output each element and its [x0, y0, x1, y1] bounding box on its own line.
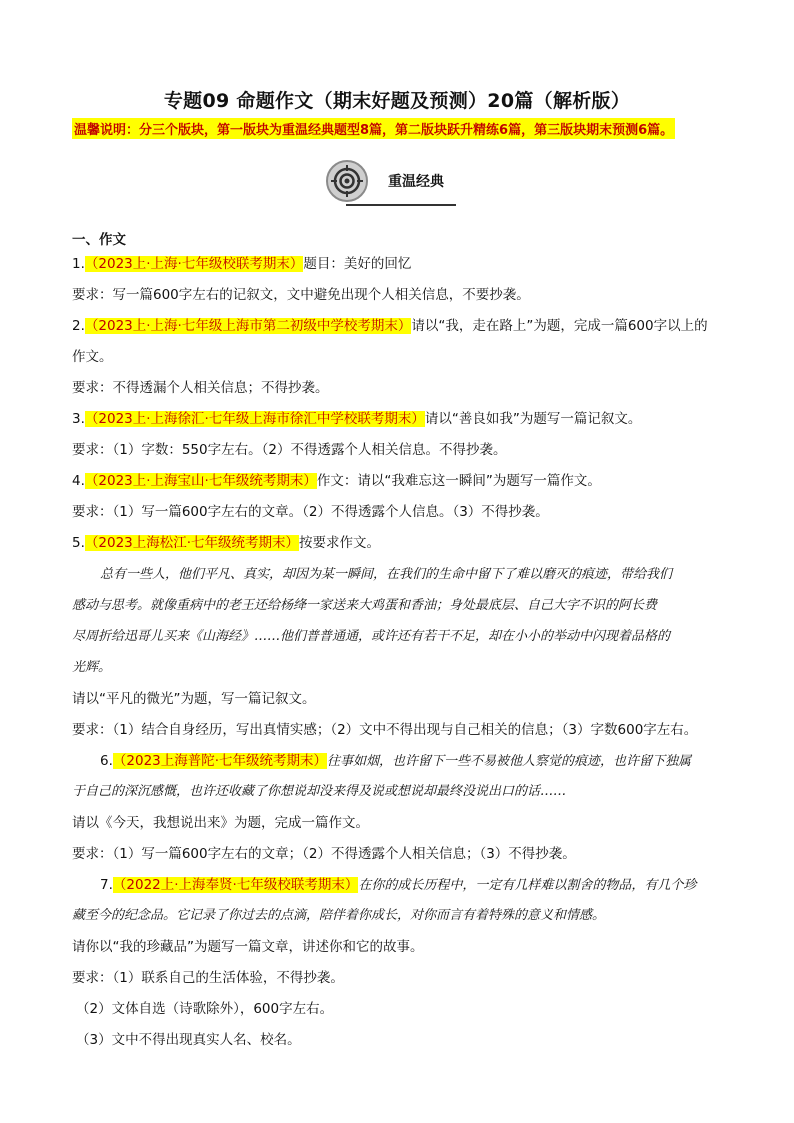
question-7-cont: 藏至今的纪念品。它记录了你过去的点滴，陪伴着你成长，对你而言有着特殊的意义和情感。	[72, 908, 606, 923]
passage-line: 感动与思考。就像重病中的老王还给杨绛一家送来大鸡蛋和香油；身处最底层、自己大字不识的阿长费	[72, 598, 658, 613]
requirement-3: 要求：（1）字数：550字左右。（2）不得透露个人相关信息。不得抄袭。	[72, 442, 507, 458]
question-6: 6.（2023上海普陀·七年级统考期末）往事如烟，也许留下一些不易被他人察觉的痕迹，也许留下独属	[100, 753, 692, 769]
section-badge	[326, 160, 456, 208]
question-source: （2023上·上海·七年级上海市第二初级中学校考期末）	[84, 318, 412, 334]
notice-banner: 温馨说明：分三个版块，第一版块为重温经典题型8篇，第二版块跃升精练6篇，第三版块期末预测6篇。	[72, 118, 675, 139]
question-2-cont: 作文。	[72, 349, 113, 365]
prompt-5: 请以“平凡的微光”为题，写一篇记叙文。	[72, 691, 316, 707]
question-5: 5.（2023上海松江·七年级统考期末）按要求作文。	[72, 535, 381, 551]
question-source: （2023上海普陀·七年级统考期末）	[112, 753, 328, 769]
requirement-6: 要求：（1）写一篇600字左右的文章；（2）不得透露个人相关信息；（3）不得抄袭。	[72, 846, 576, 862]
passage-line: 光辉。	[72, 660, 112, 675]
requirement-2: 要求：不得透漏个人相关信息；不得抄袭。	[72, 380, 329, 396]
question-7: 7.（2022上·上海奉贤·七年级校联考期末）在你的成长历程中，一定有几样难以割舍的物品，有几个珍	[100, 877, 697, 893]
target-icon	[326, 160, 368, 202]
section-heading: 一、作文	[72, 232, 126, 248]
question-2: 2.（2023上·上海·七年级上海市第二初级中学校考期末）请以“我，走在路上”为题，完成一篇600字以上的	[72, 318, 708, 334]
requirement-7-3: （3）文中不得出现真实人名、校名。	[76, 1032, 301, 1048]
prompt-7: 请你以“我的珍藏品”为题写一篇文章，讲述你和它的故事。	[72, 939, 424, 955]
question-source: （2022上·上海奉贤·七年级校联考期末）	[112, 877, 359, 893]
badge-label: 重温经典	[388, 174, 444, 190]
prompt-6: 请以《今天，我想说出来》为题，完成一篇作文。	[72, 815, 369, 831]
requirement-4: 要求：（1）写一篇600字左右的文章。（2）不得透露个人信息。（3）不得抄袭。	[72, 504, 549, 520]
passage-line: 总有一些人，他们平凡、真实，却因为某一瞬间，在我们的生命中留下了难以磨灭的痕迹，带给我们	[100, 567, 673, 582]
requirement-1: 要求：写一篇600字左右的记叙文，文中避免出现个人相关信息，不要抄袭。	[72, 287, 530, 303]
requirement-7: 要求：（1）联系自己的生活体验，不得抄袭。	[72, 970, 344, 986]
question-1: 1.（2023上·上海·七年级校联考期末）题目：美好的回忆	[72, 256, 412, 272]
requirement-5: 要求：（1）结合自身经历，写出真情实感；（2）文中不得出现与自己相关的信息；（3）字数600字左右。	[72, 722, 698, 738]
question-source: （2023上·上海宝山·七年级统考期末）	[84, 473, 317, 489]
requirement-7-2: （2）文体自选（诗歌除外），600字左右。	[76, 1001, 334, 1017]
question-source: （2023上海松江·七年级统考期末）	[84, 535, 300, 551]
page-title: 专题09 命题作文（期末好题及预测）20篇（解析版）	[163, 90, 631, 112]
badge-underline	[346, 204, 456, 206]
question-6-cont: 于自己的深沉感慨，也许还收藏了你想说却没来得及说或想说却最终没说出口的话……	[72, 784, 567, 799]
question-4: 4.（2023上·上海宝山·七年级统考期末）作文：请以“我难忘这一瞬间”为题写一篇作文。	[72, 473, 601, 489]
passage-line: 尽周折给迅哥儿买来《山海经》……他们普普通通，或许还有若干不足，却在小小的举动中闪现着品格的	[72, 629, 671, 644]
question-3: 3.（2023上·上海徐汇·七年级上海市徐汇中学校联考期末）请以“善良如我”为题写一篇记叙文。	[72, 411, 642, 427]
question-source: （2023上·上海徐汇·七年级上海市徐汇中学校联考期末）	[84, 411, 425, 427]
question-source: （2023上·上海·七年级校联考期末）	[84, 256, 304, 272]
